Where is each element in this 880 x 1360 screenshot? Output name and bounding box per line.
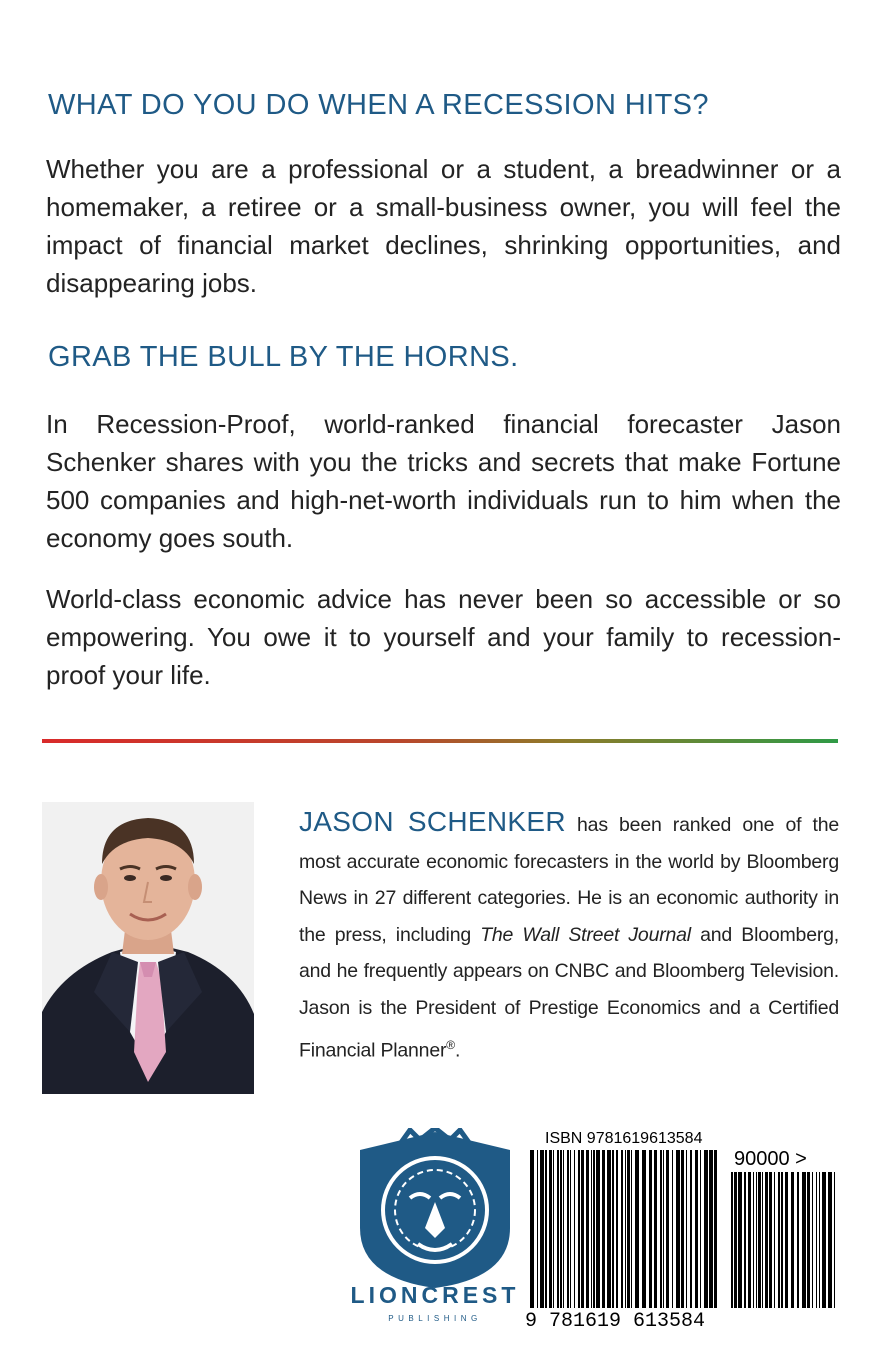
author-bio [299, 804, 839, 1069]
bio-text-end: . [454, 1039, 461, 1062]
gradient-divider [42, 739, 838, 743]
registered-mark: ® [446, 1037, 455, 1052]
author-photo [42, 802, 254, 1094]
bio-text-2: and Bloomberg, and he frequently appears on CNBC and Bloomberg Television. Jason is the President of Prestige Economics and a Certified Financial Planner [299, 923, 839, 1062]
isbn-label: ISBN 9781619613584 [545, 1130, 703, 1147]
bio-text-1: has been ranked one of the most accurate economic forecasters in the world by Bloomberg News in 27 different categories. He is an economic authority in the press, including [299, 814, 839, 946]
ean-barcode [530, 1150, 721, 1308]
author-name: JASON SCHENKER [299, 806, 566, 837]
publisher-tagline: PUBLISHING [388, 1314, 482, 1323]
price-code: 90000 > [734, 1148, 807, 1170]
section-heading-bull: GRAB THE BULL BY THE HORNS. [48, 341, 519, 373]
section-heading-recession: WHAT DO YOU DO WHEN A RECESSION HITS? [48, 89, 709, 121]
ean-digits: 9 781619 613584 [525, 1310, 706, 1333]
closing-paragraph: World-class economic advice has never been so accessible or so empowering. You owe it to yourself and your family to recession-proof your life. [46, 584, 841, 690]
publisher-name: LIONCREST [350, 1282, 520, 1308]
addon-barcode [731, 1172, 839, 1308]
bio-publication: The Wall Street Journal [480, 923, 691, 946]
description-paragraph: In Recession-Proof, world-ranked financial forecaster Jason Schenker shares with you the tricks and secrets that make Fortune 500 companies and high-net-worth individuals run to him when the economy goes south. [46, 409, 841, 553]
intro-paragraph: Whether you are a professional or a student, a breadwinner or a homemaker, a retiree or a small-business owner, you will feel the impact of financial market declines, shrinking opportunities, and disappearing jobs. [46, 154, 841, 298]
